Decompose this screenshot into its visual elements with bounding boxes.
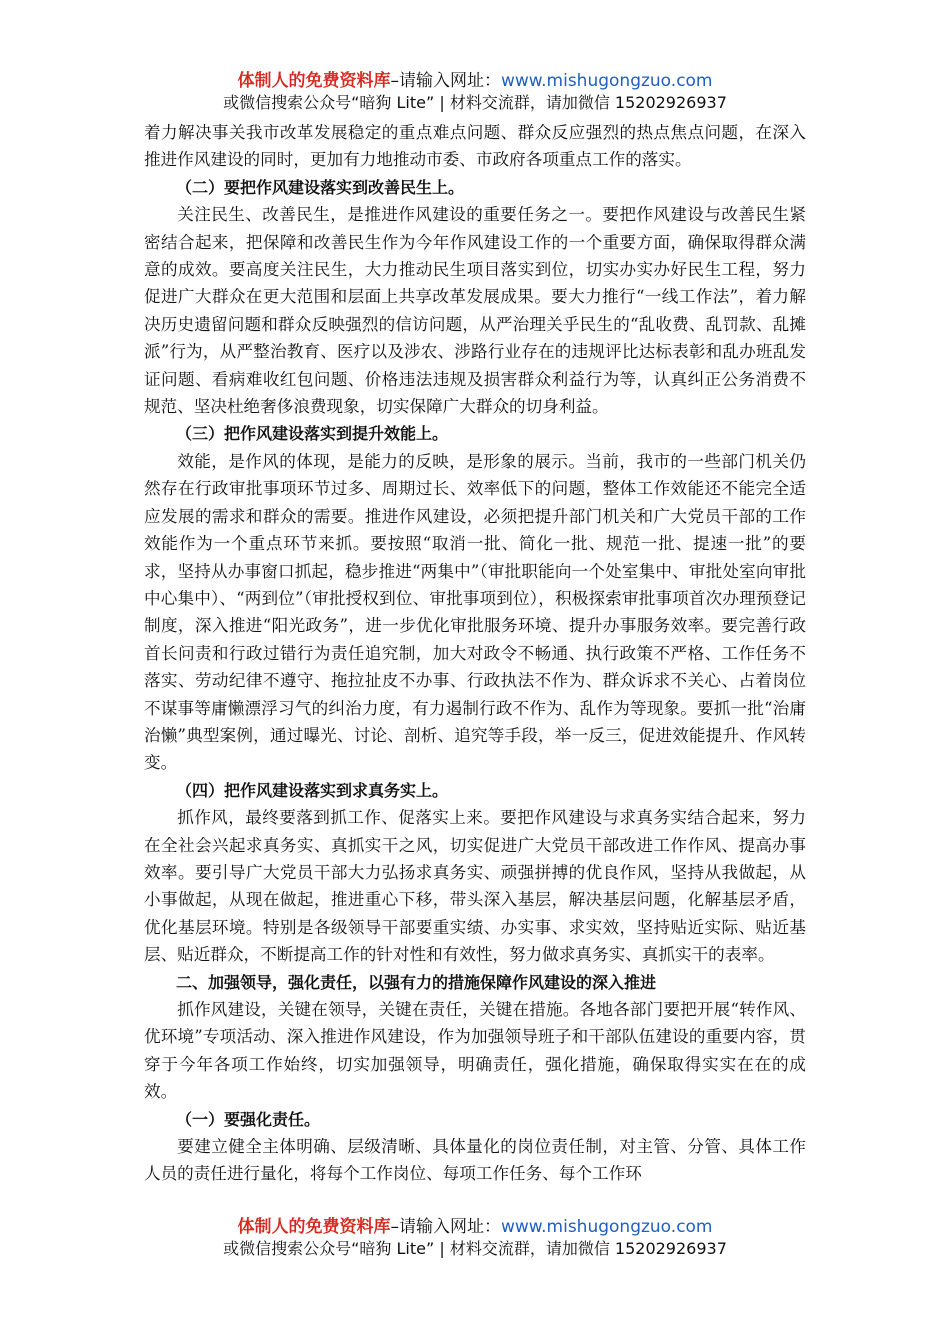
paragraph-efficiency: 效能，是作风的体现，是能力的反映，是形象的展示。当前，我市的一些部门机关仍然存在行政审批事项环节过多、周期过长、效率低下的问题，整体工作效能还不能完全适应发展的需求和群众的需要。推进作风建设，必须把提升部门机关和广大党员干部的工作效能作为一个重点环节来抓。要按照“取消一批、简化一批、规范一批、提速一批”的要求，坚持从办事窗口抓起，稳步推进“两集中”（审批职能向一个处室集中、审批处室向审批中心集中）、“两到位”（审批授权到位、审批事项到位），积极探索审批事项首次办理预登记制度，深入推进“阳光政务”，进一步优化审批服务环境、提升办事服务效率。要完善行政首长问责和行政过错行为责任追究制，加大对政令不畅通、执行政策不严格、工作任务不落实、劳动纪律不遵守、拖拉扯皮不办事、行政执法不作为、群众诉求不关心、占着岗位不谋事等庸懒漂浮习气的纠治力度，有力遏制行政不作为、乱作为等现象。要抓一批“治庸治懒”典型案例，通过曝光、讨论、剖析、追究等手段，举一反三，促进效能提升、作风转变。	[144, 451, 806, 773]
paragraph-leadership: 抓作风建设，关键在领导，关键在责任，关键在措施。各地各部门要把开展“转作风、优环境”专项活动、深入推进作风建设，作为加强领导班子和干部队伍建设的重要内容，贯穿于今年各项工作始终，切实加强领导，明确责任，强化措施，确保取得实实在在的成效。	[144, 1000, 806, 1102]
document-body	[144, 119, 806, 1188]
paragraph-responsibility: 要建立健全主体明确、层级清晰、具体量化的岗位责任制，对主管、分管、具体工作人员的责任进行量化，将每个工作岗位、每项工作任务、每个工作环	[144, 1137, 806, 1184]
footer-line-2: 或微信搜索公众号“暗狗 Lite” | 材料交流群，请加微信 15202926937	[223, 1239, 727, 1258]
footer-banner	[0, 1216, 950, 1260]
paragraph-pragmatism: 抓作风，最终要落到抓工作、促落实上来。要把作风建设与求真务实结合起来，努力在全社会兴起求真务实、真抓实干之风，切实促进广大党员干部改进工作作风、提高办事效率。要引导广大党员干部大力弘扬求真务实、顽强拼搏的优良作风，坚持从我做起，从小事做起，从现在做起，推进重心下移，带头深入基层，解决基层问题，化解基层矛盾，优化基层环境。特别是各级领导干部要重实绩、办实事、求实效，坚持贴近实际、贴近基层、贴近群众，不断提高工作的针对性和有效性，努力做求真务实、真抓实干的表率。	[144, 808, 806, 965]
header-brand: 体制人的免费资料库	[237, 71, 391, 91]
paragraph-continued: 着力解决事关我市改革发展稳定的重点难点问题、群众反应强烈的热点焦点问题，在深入推进作风建设的同时，更加有力地推动市委、市政府各项重点工作的落实。	[144, 123, 806, 170]
header-prompt: –请输入网址：	[390, 71, 501, 91]
paragraph-livelihood: 关注民生、改善民生，是推进作风建设的重要任务之一。要把作风建设与改善民生紧密结合起来，把保障和改善民生作为今年作风建设工作的一个重要方面，确保取得群众满意的成效。要高度关注民生，大力推动民生项目落实到位，切实办实办好民生工程，努力促进广大群众在更大范围和层面上共享改革发展成果。要大力推行“一线工作法”，着力解决历史遗留问题和群众反映强烈的信访问题，从严治理关乎民生的“乱收费、乱罚款、乱摊派”行为，从严整治教育、医疗以及涉农、涉路行业存在的违规评比达标表彰和乱办班乱发证问题、看病难收红包问题、价格违法违规及损害群众利益行为等，认真纠正公务消费不规范、坚决杜绝奢侈浪费现象，切实保障广大群众的切身利益。	[144, 205, 806, 417]
footer-url-link[interactable]: www.mishugongzuo.com	[500, 1217, 713, 1237]
footer-line-1	[0, 1216, 950, 1238]
header-url-link[interactable]: www.mishugongzuo.com	[500, 71, 713, 91]
header-banner	[0, 70, 950, 114]
subsection-heading-1: （一）要强化责任。	[176, 1109, 321, 1129]
section-heading-2: （二）要把作风建设落实到改善民生上。	[176, 177, 465, 197]
header-line-2: 或微信搜索公众号“暗狗 Lite” | 材料交流群，请加微信 15202926937	[223, 93, 727, 112]
footer-prompt: –请输入网址：	[390, 1217, 501, 1237]
section-heading-3: （三）把作风建设落实到提升效能上。	[176, 424, 449, 444]
footer-brand: 体制人的免费资料库	[237, 1217, 391, 1237]
chapter-heading-2: 二、加强领导，强化责任，以强有力的措施保障作风建设的深入推进	[176, 972, 657, 992]
section-heading-4: （四）把作风建设落实到求真务实上。	[176, 780, 449, 800]
header-line-1	[0, 70, 950, 92]
